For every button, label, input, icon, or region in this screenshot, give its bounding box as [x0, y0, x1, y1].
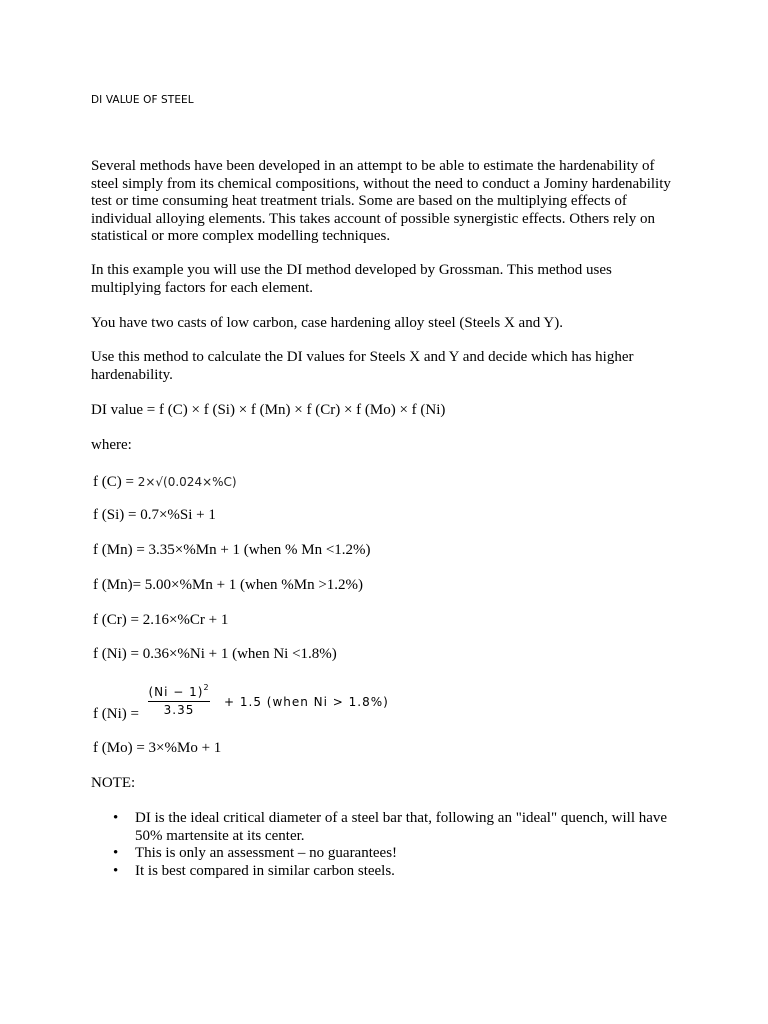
factor-carbon-expression: 2×√(0.024×%C) — [137, 475, 237, 489]
notes-list — [91, 810, 691, 880]
method-paragraph: In this example you will use the DI method developed by Grossman. This method uses multiplying factors for each element. — [91, 262, 612, 296]
factor-manganese-high: f (Mn)= 5.00×%Mn + 1 (when %Mn >1.2%) — [93, 577, 364, 593]
factor-chromium: f (Cr) = 2.16×%Cr + 1 — [93, 612, 229, 628]
fraction-bar — [148, 701, 210, 702]
di-formula: DI value = f (C) × f (Si) × f (Mn) × f (Cr) × f (Mo) × f (Ni) — [91, 402, 446, 418]
document-title: DI VALUE OF STEEL — [91, 94, 194, 106]
casts-paragraph: You have two casts of low carbon, case hardening alloy steel (Steels X and Y). — [91, 315, 563, 331]
factor-carbon — [93, 473, 237, 492]
intro-paragraph: Several methods have been developed in an attempt to be able to estimate the hardenability of steel simply from its chemical compositions, without the need to conduct a Jominy hardenability test or time consuming heat treatment trials. Some are based on the multiplying effects of individual alloying elements. This takes account of possible synergistic effects. Others rely on statistical or more complex modelling techniques. — [91, 158, 671, 244]
bullet-icon: • — [113, 810, 119, 826]
note-text: It is best compared in similar carbon steels. — [135, 862, 395, 879]
note-text: DI is the ideal critical diameter of a steel bar that, following an "ideal" quench, will have 50% martensite at its center. — [135, 810, 668, 844]
numerator-exponent: 2 — [203, 683, 210, 692]
bullet-icon: • — [113, 845, 119, 861]
factor-silicon: f (Si) = 0.7×%Si + 1 — [93, 507, 216, 523]
factor-nickel-low: f (Ni) = 0.36×%Ni + 1 (when Ni <1.8%) — [93, 646, 337, 662]
task-paragraph: Use this method to calculate the DI values for Steels X and Y and decide which has higher hardenability. — [91, 349, 634, 383]
factor-carbon-label: f (C) = — [93, 474, 138, 490]
note-text: This is only an assessment – no guarantees! — [135, 845, 398, 861]
note-item — [91, 863, 691, 881]
note-item — [91, 845, 691, 863]
fraction-numerator — [148, 683, 210, 699]
nickel-fraction — [148, 683, 210, 717]
factor-molybdenum: f (Mo) = 3×%Mo + 1 — [93, 740, 222, 756]
numerator-text: (Ni − 1) — [148, 685, 204, 699]
note-item — [91, 810, 691, 845]
factor-manganese-low: f (Mn) = 3.35×%Mn + 1 (when % Mn <1.2%) — [93, 542, 371, 558]
note-heading: NOTE: — [91, 775, 136, 791]
where-label: where: — [91, 437, 132, 453]
bullet-icon: • — [113, 862, 119, 879]
fraction-denominator: 3.35 — [163, 703, 195, 717]
nickel-high-condition: + 1.5 (when Ni > 1.8%) — [224, 695, 389, 709]
factor-nickel-high-label: f (Ni) = — [93, 706, 139, 722]
